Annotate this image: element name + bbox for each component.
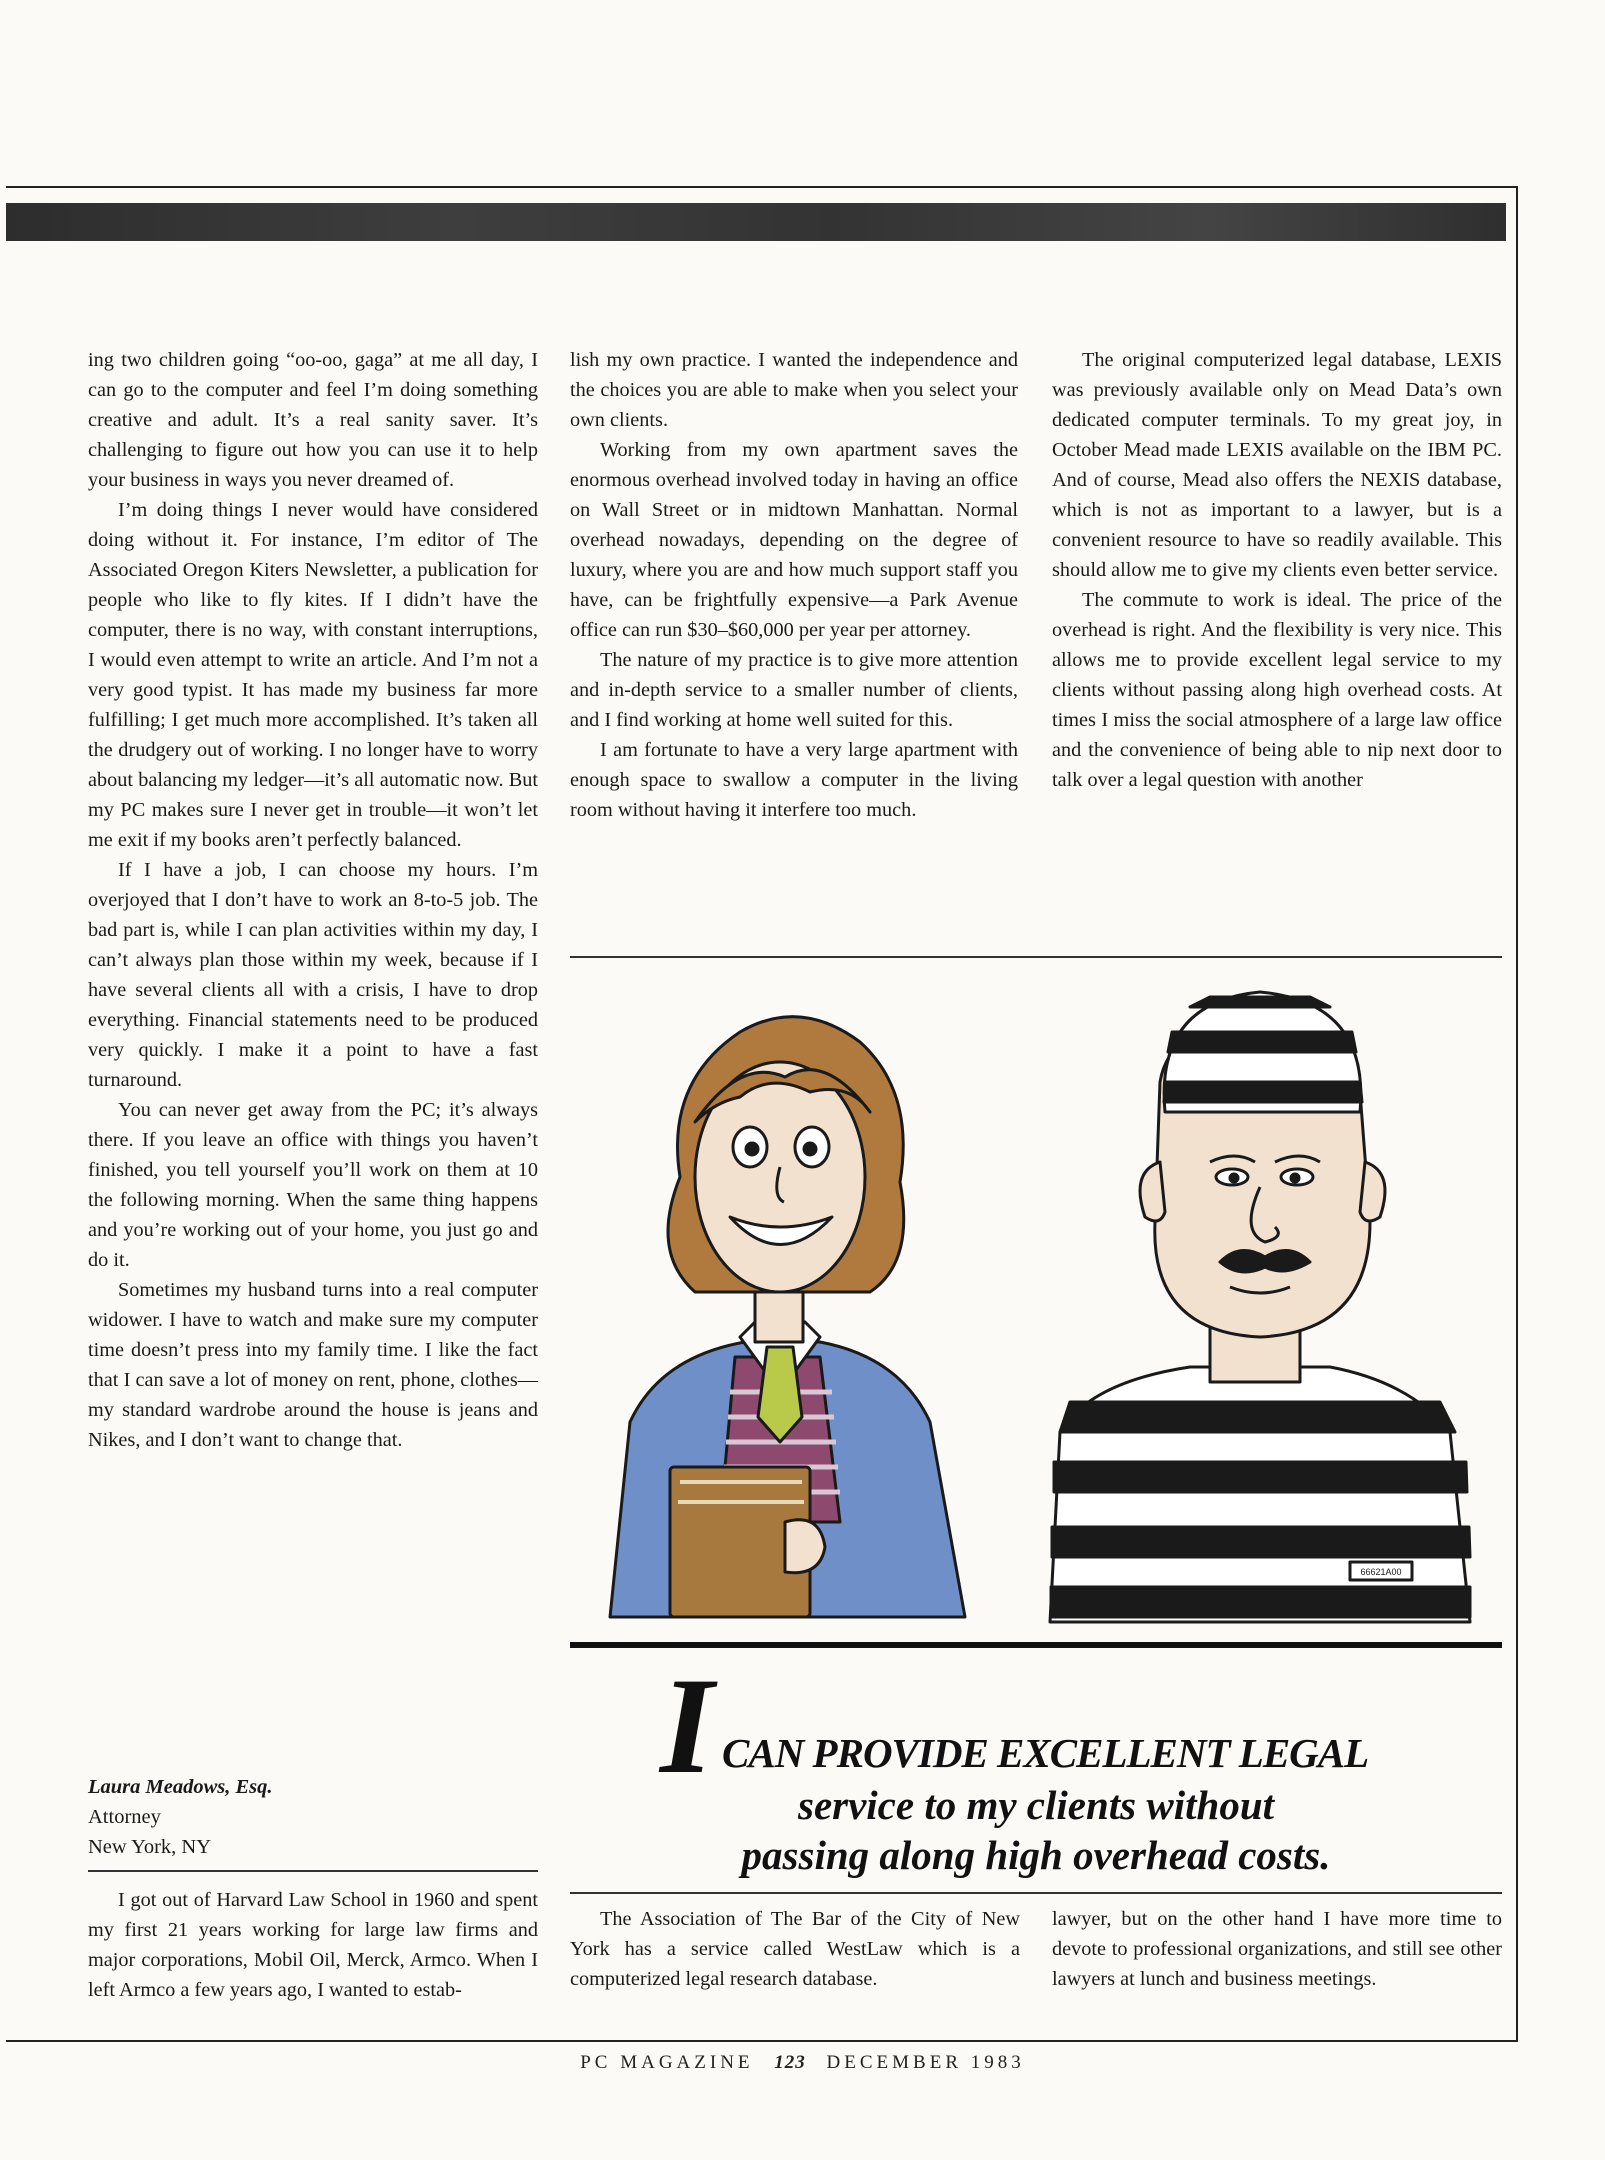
author-signature	[88, 1772, 273, 1862]
text-column-3-bottom	[1052, 1904, 1502, 1994]
frame-right-rule	[1516, 186, 1518, 2042]
cartoon-illustration	[570, 962, 1502, 1634]
paragraph: I am fortunate to have a very large apartment with enough space to swallow a computer in the living room without having it interfere too much.	[570, 739, 1018, 821]
pullquote-line-3: passing along high overhead costs.	[741, 1832, 1331, 1878]
illustration-top-rule	[570, 956, 1502, 958]
paragraph: Working from my own apartment saves the enormous overhead involved today in having an office on Wall Street or in midtown Manhattan. Normal overhead nowadays, depending on the degree of luxury, where you are and how much support staff you have, can be frightfully expensive—a Park Avenue office can run $30–$60,000 per year per attorney.	[570, 439, 1018, 641]
frame-bottom-rule	[6, 2040, 1518, 2042]
header-banner	[6, 203, 1506, 241]
text-column-2	[570, 345, 1018, 825]
page-footer	[0, 2052, 1605, 2074]
pullquote-bottom-rule	[570, 1892, 1502, 1894]
paragraph: I got out of Harvard Law School in 1960 and spent my first 21 years working for large law firms and major corporations, Mobil Oil, Merck, Armco. When I left Armco a few years ago, I wanted to estab-	[88, 1889, 538, 2001]
prisoner-figure	[1050, 992, 1470, 1622]
paragraph: The commute to work is ideal. The price of the overhead is right. And the flexibility is very nice. This allows me to provide excellent legal service to my clients without passing along high overhead costs. At times I miss the social atmosphere of a large law office and the convenience of being able to nip next door to talk over a legal question with another	[1052, 589, 1502, 791]
pullquote-line-2: service to my clients without	[797, 1782, 1275, 1828]
paragraph: Sometimes my husband turns into a real computer widower. I have to watch and make sure my computer time doesn’t press into my family time. I like the fact that I can save a lot of money on rent, phone, clothes—my standard wardrobe around the house is jeans and Nikes, and I don’t want to change that.	[88, 1279, 538, 1451]
pullquote-dropcap: I	[660, 1649, 714, 1802]
prisoner-ear-left	[1140, 1162, 1165, 1221]
paragraph: ing two children going “oo-oo, gaga” at me all day, I can go to the computer and feel I’m doing something creative and adult. It’s a real sanity saver. It’s challenging to figure out how you can use it to help your business in ways you never dreamed of.	[88, 349, 538, 491]
paragraph: The Association of The Bar of the City of New York has a service called WestLaw which is a computerized legal research database.	[570, 1908, 1020, 1990]
pullquote-top-rule	[570, 1642, 1502, 1648]
lawyer-woman-figure	[610, 1017, 965, 1617]
prisoner-badge-text: 66621A00	[1360, 1567, 1402, 1577]
paragraph: The nature of my practice is to give more attention and in-depth service to a smaller number of clients, and I find working at home well suited for this.	[570, 649, 1018, 731]
footer-magazine: PC MAGAZINE	[580, 2052, 754, 2073]
text-column-2-bottom	[570, 1904, 1020, 1994]
pull-quote	[570, 1649, 1502, 1887]
footer-page-number: 123	[774, 2052, 806, 2073]
paragraph: I’m doing things I never would have considered doing without it. For instance, I’m editor of The Associated Oregon Kiters Newsletter, a publication for people who like to fly kites. If I didn’t have the computer, there is no way, with constant interruptions, I would even attempt to write an article. And I’m not a very good typist. It has made my business far more fulfilling; I get much more accomplished. It’s taken all the drudgery out of working. I no longer have to worry about balancing my ledger—it’s all automatic now. But my PC makes sure I never get in trouble—it won’t let me exit if my books aren’t perfectly balanced.	[88, 499, 538, 851]
frame-top-rule	[6, 186, 1518, 188]
paragraph: The original computerized legal database, LEXIS was previously available only on Mead Data’s own dedicated computer terminals. To my great joy, in October Mead made LEXIS available on the IBM PC. And of course, Mead also offers the NEXIS database, which is not as important to a lawyer, but is a convenient resource to have so readily available. This should allow me to give my clients even better service.	[1052, 349, 1502, 581]
author-name: Laura Meadows, Esq.	[88, 1776, 273, 1798]
text-column-3	[1052, 345, 1502, 795]
prisoner-ear-right	[1360, 1162, 1385, 1221]
paragraph: lish my own practice. I wanted the independence and the choices you are able to make when you select your own clients.	[570, 349, 1018, 431]
paragraph: If I have a job, I can choose my hours. I’m overjoyed that I don’t have to work an 8-to-5 job. The bad part is, while I can plan activities within my day, I can’t always plan those within my week, because if I have several clients all with a crisis, I have to drop everything. Financial statements need to be produced very quickly. I make it a point to have a fast turnaround.	[88, 859, 538, 1091]
text-column-1	[88, 345, 538, 1455]
author-title: Attorney	[88, 1806, 161, 1828]
paragraph: lawyer, but on the other hand I have more time to devote to professional organizations, and still see other lawyers at lunch and business meetings.	[1052, 1908, 1502, 1990]
paragraph: You can never get away from the PC; it’s always there. If you leave an office with things you haven’t finished, you tell yourself you’ll work on them at 10 the following morning. When the same thing happens and you’re working out of your home, you just go and do it.	[88, 1099, 538, 1271]
author-location: New York, NY	[88, 1836, 212, 1858]
pullquote-line-1: CAN PROVIDE EXCELLENT LEGAL	[722, 1730, 1369, 1776]
signature-rule	[88, 1870, 538, 1872]
text-column-1-bottom	[88, 1885, 538, 2005]
footer-date: DECEMBER 1983	[826, 2052, 1025, 2073]
